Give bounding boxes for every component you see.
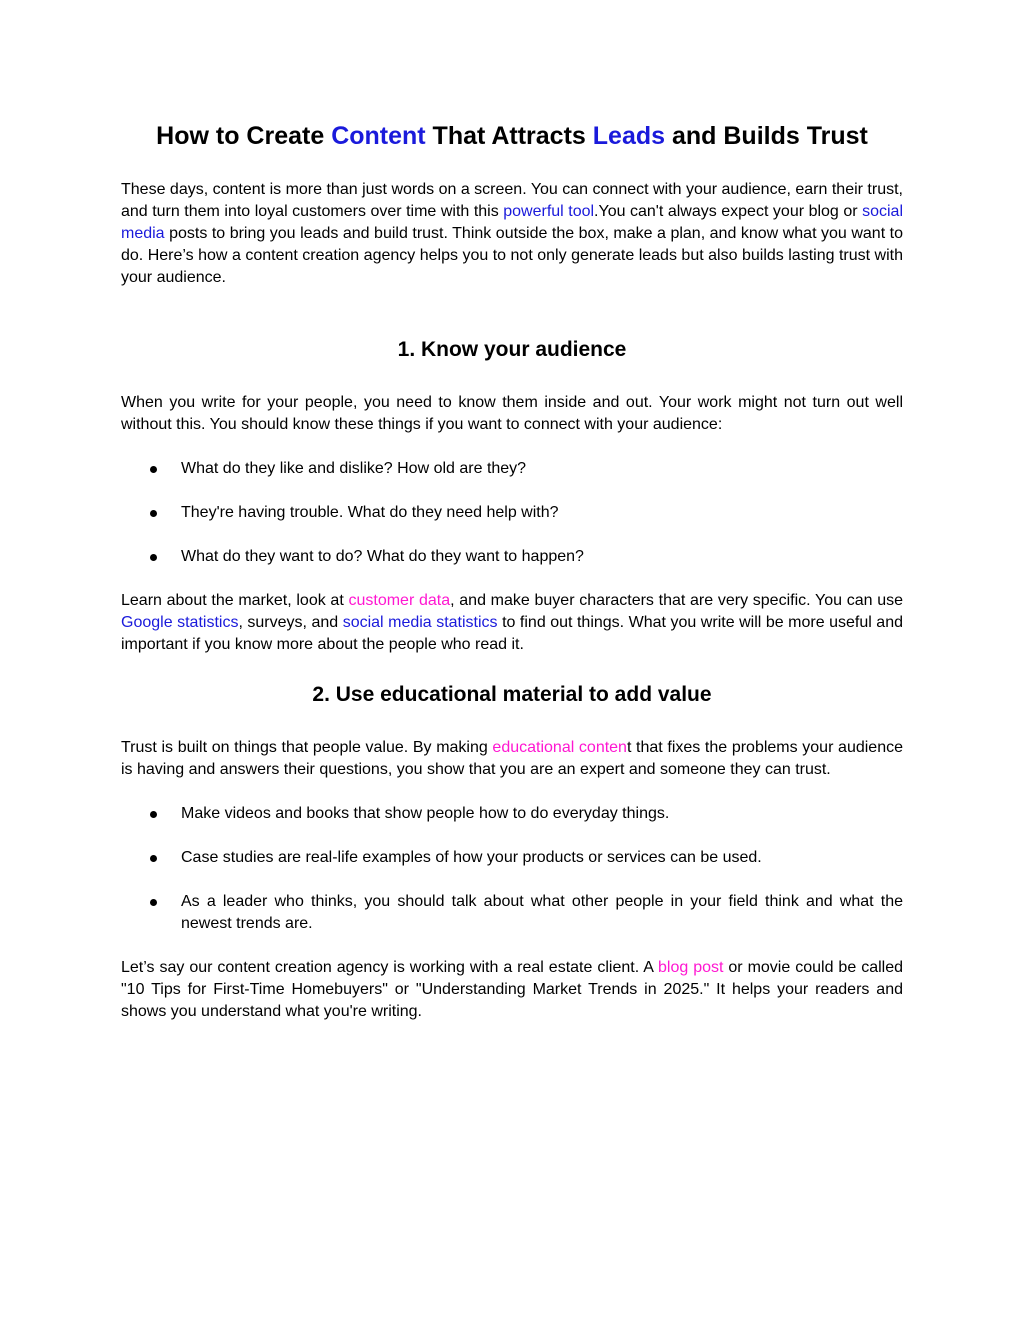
market-paragraph bbox=[121, 590, 903, 656]
title-leads-word: Leads bbox=[592, 122, 666, 150]
list-item-text: As a leader who thinks, you should talk about what other people in your field think and what the newest trends are. bbox=[181, 893, 903, 932]
list-item bbox=[121, 847, 903, 869]
edu-text-1: Trust is built on things that people value. By making bbox=[121, 739, 493, 756]
title-content-word: Content bbox=[331, 122, 426, 150]
section-1-paragraph: When you write for your people, you need to know them inside and out. Your work might not turn out well without this. You should know these things if you want to connect with your audience: bbox=[121, 394, 903, 433]
list-item bbox=[121, 546, 903, 568]
page-title bbox=[121, 118, 903, 154]
google-statistics-link[interactable]: Google statistics bbox=[121, 614, 239, 631]
document-content bbox=[121, 118, 903, 1023]
bullet-icon bbox=[150, 510, 157, 517]
market-text-2: , and make buyer characters that are very specific. You can use bbox=[450, 592, 903, 609]
example-text-2: or movie could be called "10 Tips for First-Time Homebuyers" or "Understanding Market Trends in 2025." It helps your readers and shows you understand what you're writing. bbox=[121, 959, 903, 1020]
section-2-paragraph bbox=[121, 737, 903, 781]
bullet-icon bbox=[150, 554, 157, 561]
section-2-heading: 2. Use educational material to add value bbox=[312, 683, 712, 706]
list-item-text: What do they want to do? What do they want to happen? bbox=[181, 548, 584, 565]
title-part-1: How to Create bbox=[156, 122, 332, 150]
section-2-bullet-list bbox=[121, 803, 903, 935]
market-text-3: , surveys, and bbox=[238, 614, 343, 631]
section-1-heading: 1. Know your audience bbox=[397, 338, 627, 361]
market-text-4: to find out things. What you write will be more useful and important if you know more about the people who read it. bbox=[121, 614, 904, 653]
list-item bbox=[121, 803, 903, 825]
list-item-text: Case studies are real-life examples of how your products or services can be used. bbox=[181, 849, 762, 866]
social-media-statistics-link[interactable]: social media statistics bbox=[342, 614, 498, 631]
edu-text-2: t that fixes the problems your audience is having and answers their questions, you show that you are an expert and someone they can trust. bbox=[121, 739, 903, 778]
blog-post-link[interactable]: blog post bbox=[657, 959, 724, 976]
section-1-bullet-list bbox=[121, 458, 903, 568]
bullet-icon bbox=[150, 811, 157, 818]
list-item bbox=[121, 891, 903, 935]
market-text-1: Learn about the market, look at bbox=[121, 592, 349, 609]
intro-text-1: These days, content is more than just words on a screen. You can connect with your audience, earn their trust, and turn them into loyal customers over time with this bbox=[121, 181, 903, 220]
intro-paragraph bbox=[121, 179, 903, 289]
title-part-3: and Builds Trust bbox=[665, 122, 868, 150]
list-item-text: They're having trouble. What do they need help with? bbox=[181, 504, 559, 521]
intro-text-3: posts to bring you leads and build trust. Think outside the box, make a plan, and know what you want to do. Here’s how a content creation agency helps you to not only generate leads but also builds lasting trust with your audience. bbox=[121, 225, 903, 286]
bullet-icon bbox=[150, 466, 157, 473]
bullet-icon bbox=[150, 899, 157, 906]
bullet-icon bbox=[150, 855, 157, 862]
example-text-1: Let’s say our content creation agency is working with a real estate client. A bbox=[121, 959, 658, 976]
list-item-text: What do they like and dislike? How old are they? bbox=[181, 460, 527, 477]
educational-content-link[interactable]: educational conten bbox=[492, 739, 627, 756]
list-item bbox=[121, 502, 903, 524]
title-part-2: That Attracts bbox=[425, 122, 593, 150]
example-paragraph bbox=[121, 957, 903, 1023]
customer-data-link[interactable]: customer data bbox=[348, 592, 451, 609]
list-item-text: Make videos and books that show people how to do everyday things. bbox=[181, 805, 670, 822]
powerful-tool-link[interactable]: powerful tool bbox=[503, 203, 595, 220]
list-item bbox=[121, 458, 903, 480]
social-media-link[interactable]: social media bbox=[121, 203, 903, 242]
intro-text-2: .You can't always expect your blog or bbox=[594, 203, 863, 220]
